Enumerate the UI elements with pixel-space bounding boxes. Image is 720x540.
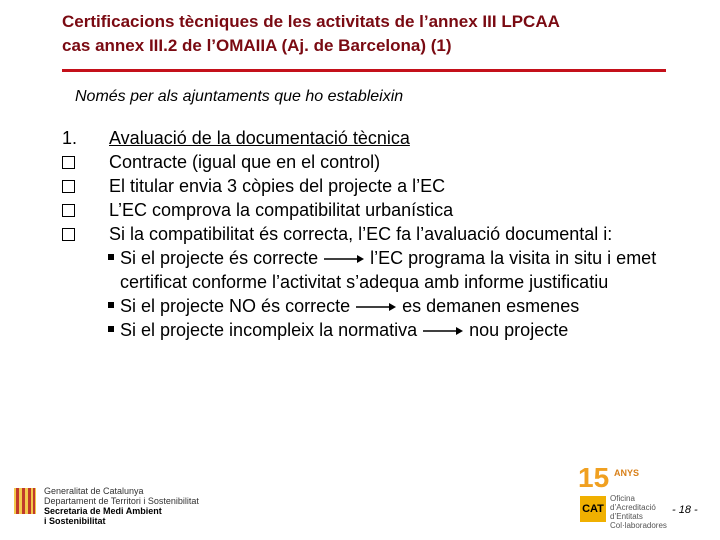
title-line-1: Certificacions tècniques de les activitats de l’annex III LPCAA (62, 12, 560, 31)
checkbox-bullet-icon (62, 180, 75, 193)
gen-line-1: Generalitat de Catalunya (44, 486, 144, 496)
procedure-list (62, 126, 712, 342)
sub-item-condition: Si el projecte NO és correcte (120, 296, 351, 316)
scope-note: Només per als ajuntaments que ho estableixin (75, 88, 404, 105)
page-title (62, 10, 662, 58)
square-bullet-icon (108, 302, 114, 308)
square-bullet-icon (108, 326, 114, 332)
eac-anniversary-number: 15 (578, 462, 610, 493)
arrow-right-icon (324, 254, 364, 264)
list-item (62, 198, 712, 222)
title-line-2: cas annex III.2 de l’OMAIIA (Aj. de Barcelona) (1) (62, 36, 452, 55)
sub-item-result: nou projecte (469, 320, 569, 340)
eac-logo-block (578, 462, 678, 532)
eac-line-2: d’Acreditació (610, 503, 656, 512)
eac-anniversary-label: ANYS (614, 468, 640, 478)
generalitat-flag-icon (14, 488, 36, 514)
sub-list-item (62, 318, 712, 342)
item-number: 1. (62, 128, 78, 148)
list-item (62, 150, 712, 174)
list-item-text: El titular envia 3 còpies del projecte a l’EC (109, 176, 446, 196)
checkbox-bullet-icon (62, 228, 75, 241)
arrow-right-icon (423, 326, 463, 336)
arrow-right-icon (356, 302, 396, 312)
gen-line-3: Secretaria de Medi Ambient (44, 506, 162, 516)
sub-item-result: es demanen esmenes (402, 296, 580, 316)
list-item (62, 222, 712, 246)
list-item (62, 126, 712, 150)
list-item (62, 174, 712, 198)
square-bullet-icon (108, 254, 114, 260)
checkbox-bullet-icon (62, 204, 75, 217)
page-number: - 18 - (672, 504, 698, 516)
eac-line-1: Oficina (610, 494, 635, 503)
list-item-text: Contracte (igual que en el control) (109, 152, 381, 172)
sub-list-item (62, 294, 712, 318)
list-item-text: L’EC comprova la compatibilitat urbanística (109, 200, 454, 220)
sub-item-result: l’EC programa la visita in situ i emet certificat conforme l’activitat s’adequa amb informe justificatiu (120, 248, 657, 292)
sub-list-item (62, 246, 712, 294)
cat-logo: CAT (580, 496, 606, 522)
sub-item-condition: Si el projecte incompleix la normativa (120, 320, 418, 340)
list-item-text: Avaluació de la documentació tècnica (109, 128, 410, 148)
sub-item-condition: Si el projecte és correcte (120, 248, 319, 268)
title-divider (62, 69, 666, 72)
eac-line-3: d’Entitats (610, 512, 643, 521)
checkbox-bullet-icon (62, 156, 75, 169)
gen-line-4: i Sostenibilitat (44, 516, 106, 526)
eac-line-4: Col·laboradores (610, 521, 667, 530)
gen-line-2: Departament de Territori i Sostenibilitat (44, 496, 199, 506)
list-item-text: Si la compatibilitat és correcta, l’EC fa l’avaluació documental i: (109, 224, 613, 244)
